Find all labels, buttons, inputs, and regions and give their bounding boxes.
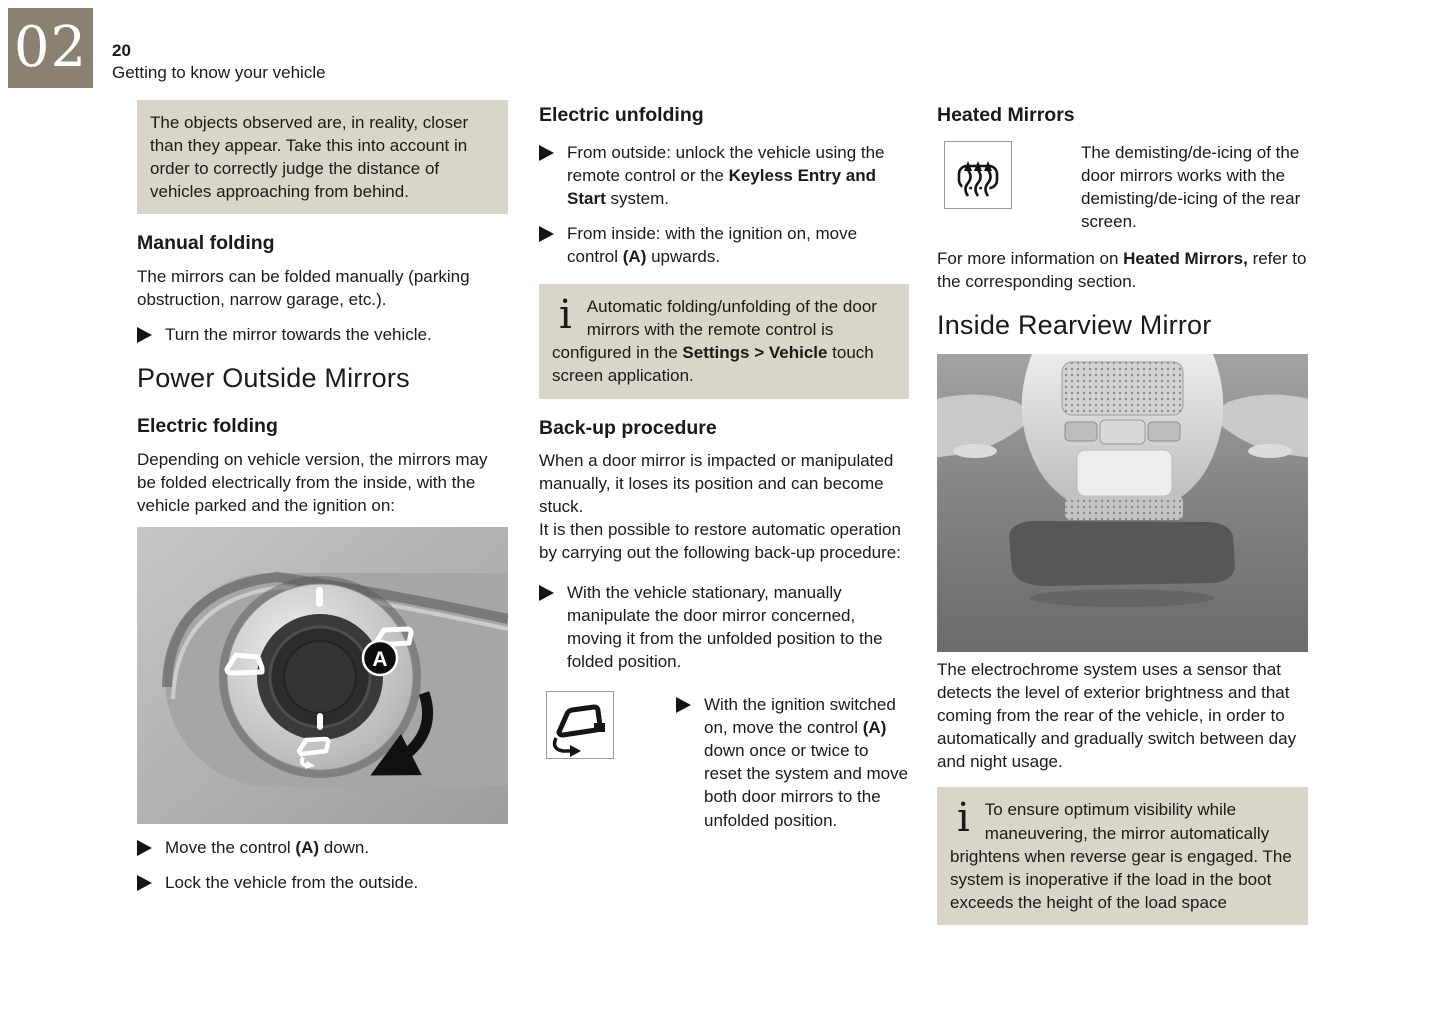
bullet-arrow-icon: [137, 875, 152, 891]
bullet-arrow-icon: [676, 697, 691, 713]
list-item: Move the control (A) down.: [137, 836, 508, 859]
heated-mirrors-more: For more information on Heated Mirrors, refer to the corresponding section.: [937, 248, 1307, 292]
heading-electric-unfolding: Electric unfolding: [539, 104, 704, 126]
list-item: With the ignition switched on, move the control (A) down once or twice to reset the system and move both door mirrors to the unfolded position.: [676, 693, 909, 832]
bullet-arrow-icon: [137, 840, 152, 856]
list-item: Turn the mirror towards the vehicle.: [137, 323, 508, 346]
page-header: [112, 40, 326, 84]
heading-inside-rearview-mirror: Inside Rearview Mirror: [937, 310, 1212, 341]
electric-folding-body: Depending on vehicle version, the mirrors may be folded electrically from the inside, with the vehicle parked and the ignition on:: [137, 449, 488, 515]
dial-tick-bottom: [317, 713, 323, 730]
manual-folding-body: The mirrors can be folded manually (parking obstruction, narrow garage, etc.).: [137, 266, 470, 310]
list-item: Lock the vehicle from the outside.: [137, 871, 508, 894]
info-box-auto-folding: [539, 284, 909, 398]
column-left: [137, 100, 508, 906]
mirror-control-figure: [137, 527, 508, 824]
column-middle: [539, 100, 909, 844]
bullet-arrow-icon: [539, 145, 554, 161]
heading-heated-mirrors: Heated Mirrors: [937, 104, 1075, 126]
heated-mirror-demist-icon: [945, 142, 1011, 208]
control-a-label: A: [372, 647, 388, 671]
info-icon: i: [957, 795, 970, 842]
list-item: With the vehicle stationary, manually manipulate the door mirror concerned, moving it from the unfolded position to the folded position.: [539, 581, 909, 673]
bullet-arrow-icon: [539, 226, 554, 242]
backup-body-1: When a door mirror is impacted or manipulated manually, it loses its position and can become stuck.: [539, 451, 894, 517]
list-item: From outside: unlock the vehicle using the remote control or the Keyless Entry and Start system.: [539, 141, 909, 210]
mirror-control-illustration: [137, 527, 508, 824]
list-item: From inside: with the ignition on, move control (A) upwards.: [539, 222, 909, 268]
chapter-number: 02: [13, 15, 88, 80]
callout-text: The objects observed are, in reality, closer than they appear. Take this into account in order to correctly judge the distance of vehicles approaching from behind.: [150, 113, 469, 202]
dial-tick-top: [316, 587, 323, 607]
heated-mirror-icon-box: [944, 141, 1012, 209]
info-icon: i: [559, 292, 572, 339]
door-mirror-fold-icon-box: [546, 691, 614, 759]
callout-box-mirror-distance: [137, 100, 508, 214]
info-box-reverse-brightness: [937, 787, 1308, 925]
info-text: Automatic folding/unfolding of the door mirrors with the remote control is configured in the Settings > Vehicle touch screen application.: [552, 297, 877, 386]
rearview-mirror-figure: [937, 354, 1308, 652]
heated-mirrors-icon-row: [937, 141, 1308, 233]
rearview-mirror-illustration: [937, 354, 1308, 652]
rearview-mirror-glass: [1009, 521, 1235, 586]
section-title: Getting to know your vehicle: [112, 63, 326, 82]
heading-power-outside-mirrors: Power Outside Mirrors: [137, 363, 410, 394]
column-right: [937, 100, 1308, 937]
chapter-number-box: [8, 8, 93, 88]
page-number: 20: [112, 41, 131, 60]
bullet-arrow-icon: [137, 327, 152, 343]
heading-manual-folding: Manual folding: [137, 232, 275, 255]
heading-electric-folding: Electric folding: [137, 415, 278, 437]
heading-backup-procedure: Back-up procedure: [539, 416, 717, 439]
electrochrome-body: The electrochrome system uses a sensor that detects the level of exterior brightness and that coming from the rear of the vehicle, in order to automatically and gradually switch between day and night usage.: [937, 659, 1297, 772]
backup-icon-row: [539, 691, 909, 832]
bullet-arrow-icon: [539, 585, 554, 601]
door-mirror-fold-icon: [547, 692, 613, 758]
info-text: To ensure optimum visibility while maneuvering, the mirror automatically brightens when reverse gear is engaged. The system is inoperative if the load in the boot exceeds the height of the load space: [950, 800, 1292, 912]
backup-body-2: It is then possible to restore automatic operation by carrying out the following back-up procedure:: [539, 520, 901, 563]
heated-mirrors-icon-text: The demisting/de-icing of the door mirrors works with the demisting/de-icing of the rear screen.: [1081, 142, 1301, 231]
